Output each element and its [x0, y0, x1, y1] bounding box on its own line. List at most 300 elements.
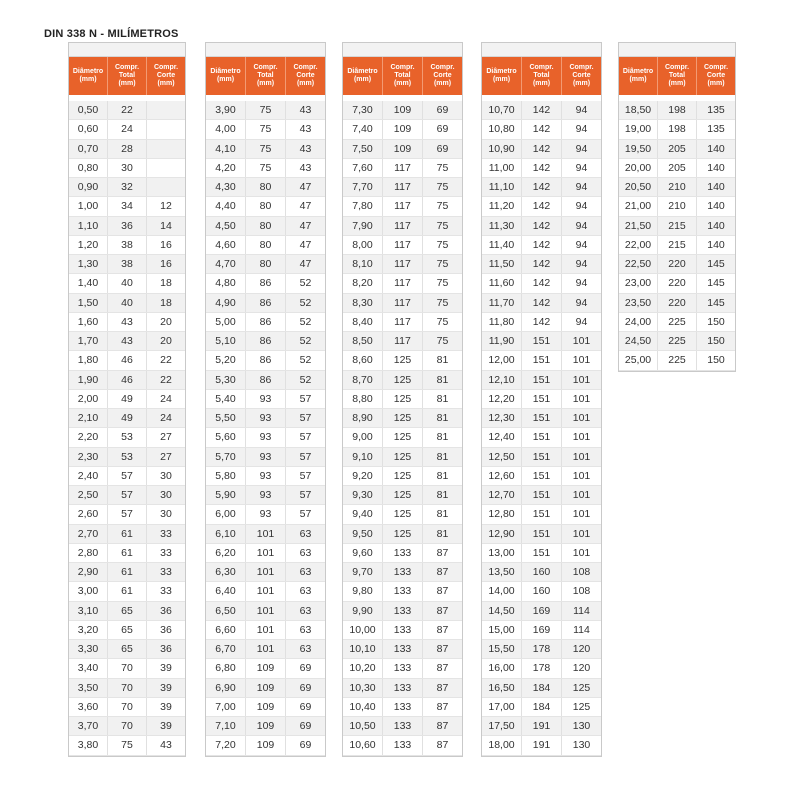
cell-total-length: 142 [522, 313, 562, 331]
header-cut-length: Compr. Corte (mm) [293, 64, 318, 87]
table-row [343, 698, 462, 717]
cell-total-length: 160 [522, 582, 562, 600]
table-row [69, 505, 185, 524]
cell-total-length: 75 [108, 736, 147, 754]
cell-cut-length: 63 [299, 604, 312, 617]
table-row [69, 467, 185, 486]
table-row [206, 621, 325, 640]
table-row [206, 736, 325, 755]
cell-total-length: 169 [522, 621, 562, 639]
table-row [206, 582, 325, 601]
table-row [69, 313, 185, 332]
cell-total-length: 133 [383, 640, 423, 658]
table-row [206, 602, 325, 621]
cell-cut-length: 20 [160, 315, 172, 328]
cell-cut-length: 81 [436, 412, 449, 425]
cell-cut-length: 81 [436, 450, 449, 463]
header-total-length: Compr. Total (mm) [383, 57, 423, 95]
table-row [69, 390, 185, 409]
cell-cut-length: 87 [436, 643, 449, 656]
cell-diameter: 5,20 [206, 351, 246, 369]
cell-cut-length: 145 [707, 277, 725, 290]
table-row [619, 294, 735, 313]
cell-diameter: 11,20 [482, 197, 522, 215]
cell-cut-length: 87 [436, 739, 449, 752]
table-row [482, 178, 601, 197]
cell-total-length: 142 [522, 140, 562, 158]
cell-cut-length: 36 [160, 643, 172, 656]
cell-cut-length: 101 [572, 373, 591, 386]
cell-cut-length: 140 [707, 142, 725, 155]
cell-cut-length: 130 [572, 720, 591, 733]
cell-diameter: 8,40 [343, 313, 383, 331]
cell-diameter: 1,00 [69, 197, 108, 215]
table-row [206, 486, 325, 505]
cell-diameter: 4,50 [206, 217, 246, 235]
cell-total-length: 109 [246, 736, 286, 754]
cell-cut-length: 87 [436, 681, 449, 694]
cell-cut-length: 135 [707, 123, 725, 136]
cell-total-length: 184 [522, 679, 562, 697]
cell-total-length: 151 [522, 544, 562, 562]
cell-cut-length: 81 [436, 354, 449, 367]
cell-cut-length: 108 [572, 566, 591, 579]
cell-cut-length: 101 [572, 546, 591, 559]
cell-cut-length: 145 [707, 296, 725, 309]
cell-cut-length: 69 [436, 142, 449, 155]
cell-diameter: 1,70 [69, 332, 108, 350]
cell-diameter: 11,10 [482, 178, 522, 196]
cell-diameter: 10,10 [343, 640, 383, 658]
cell-cut-length: 24 [160, 392, 172, 405]
cell-cut-length: 125 [572, 681, 591, 694]
cell-diameter: 11,80 [482, 313, 522, 331]
cell-diameter: 9,70 [343, 563, 383, 581]
cell-total-length: 109 [246, 659, 286, 677]
cell-diameter: 7,90 [343, 217, 383, 235]
cell-total-length: 53 [108, 428, 147, 446]
table-row [482, 159, 601, 178]
table-row [206, 390, 325, 409]
cell-total-length: 80 [246, 178, 286, 196]
table-row [343, 467, 462, 486]
table-row [206, 505, 325, 524]
table-row [482, 371, 601, 390]
cell-cut-length: 94 [575, 104, 588, 117]
table-row [69, 544, 185, 563]
cell-total-length: 142 [522, 274, 562, 292]
cell-cut-length: 81 [436, 489, 449, 502]
table-row [206, 525, 325, 544]
cell-cut-length: 140 [707, 238, 725, 251]
cell-diameter: 6,30 [206, 563, 246, 581]
cell-cut-length: 140 [707, 181, 725, 194]
cell-total-length: 117 [383, 274, 423, 292]
cell-diameter: 5,50 [206, 409, 246, 427]
cell-diameter: 18,00 [482, 736, 522, 754]
cell-cut-length: 101 [572, 392, 591, 405]
cell-cut-length: 75 [436, 335, 449, 348]
cell-total-length: 178 [522, 640, 562, 658]
cell-total-length: 142 [522, 255, 562, 273]
table-row [206, 659, 325, 678]
cell-diameter: 8,20 [343, 274, 383, 292]
table-row [343, 659, 462, 678]
cell-total-length: 93 [246, 467, 286, 485]
cell-diameter: 1,90 [69, 371, 108, 389]
cell-total-length: 101 [246, 640, 286, 658]
table-row [69, 409, 185, 428]
table-row [206, 544, 325, 563]
table-row [206, 640, 325, 659]
cell-diameter: 9,30 [343, 486, 383, 504]
cell-total-length: 117 [383, 313, 423, 331]
cell-diameter: 20,00 [619, 159, 658, 177]
cell-diameter: 4,20 [206, 159, 246, 177]
table-row [69, 351, 185, 370]
cell-total-length: 53 [108, 448, 147, 466]
cell-cut-length: 33 [160, 566, 172, 579]
cell-cut-length: 101 [572, 489, 591, 502]
cell-total-length: 49 [108, 390, 147, 408]
table-row [69, 640, 185, 659]
cell-total-length: 151 [522, 409, 562, 427]
cell-total-length: 151 [522, 467, 562, 485]
cell-diameter: 14,50 [482, 602, 522, 620]
cell-total-length: 93 [246, 448, 286, 466]
cell-total-length: 109 [246, 679, 286, 697]
table-row [343, 409, 462, 428]
cell-diameter: 13,50 [482, 563, 522, 581]
cell-diameter: 11,70 [482, 294, 522, 312]
cell-diameter: 25,00 [619, 351, 658, 369]
table-row [343, 140, 462, 159]
cell-cut-length: 75 [436, 296, 449, 309]
header-cut-length: Compr. Corte (mm) [153, 64, 179, 87]
cell-total-length: 86 [246, 332, 286, 350]
cell-diameter: 12,90 [482, 525, 522, 543]
cell-cut-length: 101 [572, 431, 591, 444]
table-row [343, 736, 462, 755]
table-row [343, 602, 462, 621]
table-row [482, 409, 601, 428]
cell-diameter: 10,90 [482, 140, 522, 158]
cell-cut-length: 22 [160, 354, 172, 367]
cell-diameter: 7,70 [343, 178, 383, 196]
cell-cut-length: 120 [572, 643, 591, 656]
cell-diameter: 4,10 [206, 140, 246, 158]
cell-diameter: 22,00 [619, 236, 658, 254]
cell-total-length: 210 [658, 197, 697, 215]
table-row [482, 428, 601, 447]
cell-total-length: 151 [522, 332, 562, 350]
table-row [69, 255, 185, 274]
cell-diameter: 9,10 [343, 448, 383, 466]
cell-total-length: 125 [383, 371, 423, 389]
cell-cut-length: 57 [299, 489, 312, 502]
cell-cut-length: 39 [160, 681, 172, 694]
cell-total-length: 142 [522, 120, 562, 138]
table-row [482, 467, 601, 486]
table-row [206, 197, 325, 216]
cell-diameter: 6,60 [206, 621, 246, 639]
cell-total-length: 133 [383, 717, 423, 735]
cell-cut-length: 30 [160, 508, 172, 521]
cell-cut-length: 24 [160, 412, 172, 425]
cell-diameter: 12,50 [482, 448, 522, 466]
cell-diameter: 24,00 [619, 313, 658, 331]
cell-cut-length: 57 [299, 412, 312, 425]
table-row [482, 236, 601, 255]
cell-diameter: 17,00 [482, 698, 522, 716]
table-header [619, 57, 735, 95]
cell-cut-length: 94 [575, 315, 588, 328]
table-row [343, 717, 462, 736]
cell-total-length: 133 [383, 582, 423, 600]
cell-cut-length: 22 [160, 373, 172, 386]
table-block-5 [618, 42, 736, 372]
table-row [69, 736, 185, 755]
table-row [343, 197, 462, 216]
cell-diameter: 2,50 [69, 486, 108, 504]
cell-cut-length: 94 [575, 258, 588, 271]
cell-diameter: 16,00 [482, 659, 522, 677]
table-row [69, 332, 185, 351]
cell-total-length: 109 [246, 698, 286, 716]
cell-total-length: 101 [246, 582, 286, 600]
table-row [343, 101, 462, 120]
cell-cut-length: 47 [299, 238, 312, 251]
table-top-bar [343, 43, 462, 57]
table-top-bar [619, 43, 735, 57]
table-row [619, 178, 735, 197]
cell-total-length: 142 [522, 101, 562, 119]
cell-cut-length: 114 [573, 604, 590, 617]
cell-cut-length: 36 [160, 604, 172, 617]
cell-total-length: 86 [246, 371, 286, 389]
cell-total-length: 28 [108, 140, 147, 158]
cell-total-length: 46 [108, 351, 147, 369]
table-row [619, 140, 735, 159]
cell-cut-length: 101 [572, 335, 591, 348]
table-row [69, 659, 185, 678]
cell-cut-length: 135 [707, 104, 725, 117]
table-row [206, 563, 325, 582]
cell-total-length: 133 [383, 698, 423, 716]
cell-diameter: 24,50 [619, 332, 658, 350]
cell-total-length: 133 [383, 736, 423, 754]
cell-total-length: 40 [108, 294, 147, 312]
cell-total-length: 151 [522, 505, 562, 523]
cell-cut-length: 52 [299, 354, 312, 367]
cell-total-length: 24 [108, 120, 147, 138]
cell-total-length: 169 [522, 602, 562, 620]
table-row [482, 140, 601, 159]
cell-cut-length: 52 [299, 296, 312, 309]
table-row [206, 236, 325, 255]
cell-cut-length: 57 [299, 450, 312, 463]
cell-total-length: 125 [383, 467, 423, 485]
cell-cut-length: 69 [299, 662, 312, 675]
table-top-bar [69, 43, 185, 57]
cell-diameter: 3,80 [69, 736, 108, 754]
cell-diameter: 9,40 [343, 505, 383, 523]
cell-cut-length: 114 [573, 623, 590, 636]
cell-diameter: 18,50 [619, 101, 658, 119]
table-row [69, 197, 185, 216]
cell-total-length: 93 [246, 390, 286, 408]
cell-cut-length: 63 [299, 546, 312, 559]
table-top-bar [206, 43, 325, 57]
table-row [482, 390, 601, 409]
table-row [69, 140, 185, 159]
table-row [482, 563, 601, 582]
cell-total-length: 93 [246, 505, 286, 523]
cell-diameter: 4,80 [206, 274, 246, 292]
cell-total-length: 65 [108, 621, 147, 639]
table-row [206, 178, 325, 197]
table-row [619, 197, 735, 216]
cell-total-length: 151 [522, 448, 562, 466]
cell-cut-length: 63 [299, 585, 312, 598]
cell-total-length: 86 [246, 274, 286, 292]
cell-diameter: 11,60 [482, 274, 522, 292]
table-row [343, 332, 462, 351]
cell-total-length: 30 [108, 159, 147, 177]
table-row [206, 409, 325, 428]
table-row [206, 467, 325, 486]
header-diameter: Diâmetro (mm) [69, 57, 108, 95]
cell-cut-length: 150 [707, 335, 725, 348]
cell-total-length: 57 [108, 505, 147, 523]
cell-diameter: 7,00 [206, 698, 246, 716]
table-row [482, 525, 601, 544]
header-cut-length: Compr. Corte (mm) [569, 64, 594, 87]
cell-total-length: 75 [246, 120, 286, 138]
table-row [206, 698, 325, 717]
cell-diameter: 19,50 [619, 140, 658, 158]
cell-diameter: 12,60 [482, 467, 522, 485]
cell-diameter: 10,40 [343, 698, 383, 716]
table-header [482, 57, 601, 95]
cell-cut-length: 63 [299, 623, 312, 636]
cell-cut-length: 94 [575, 296, 588, 309]
cell-total-length: 151 [522, 351, 562, 369]
cell-total-length: 220 [658, 294, 697, 312]
table-row [343, 351, 462, 370]
cell-total-length: 70 [108, 659, 147, 677]
cell-diameter: 3,30 [69, 640, 108, 658]
cell-cut-length: 39 [160, 662, 172, 675]
table-row [343, 120, 462, 139]
cell-cut-length: 81 [436, 373, 449, 386]
cell-total-length: 220 [658, 255, 697, 273]
cell-diameter: 2,70 [69, 525, 108, 543]
table-row [69, 698, 185, 717]
cell-total-length: 93 [246, 486, 286, 504]
table-row [206, 717, 325, 736]
cell-diameter: 4,30 [206, 178, 246, 196]
table-row [343, 294, 462, 313]
cell-diameter: 2,00 [69, 390, 108, 408]
cell-total-length: 43 [108, 332, 147, 350]
header-cut-length: Compr. Corte (mm) [430, 64, 455, 87]
cell-cut-length: 87 [436, 662, 449, 675]
cell-cut-length: 101 [572, 527, 591, 540]
cell-cut-length: 14 [160, 219, 172, 232]
cell-diameter: 5,40 [206, 390, 246, 408]
cell-cut-length: 94 [575, 200, 588, 213]
cell-total-length: 220 [658, 274, 697, 292]
cell-cut-length: 36 [160, 623, 172, 636]
header-total-length: Compr. Total (mm) [658, 57, 697, 95]
cell-diameter: 5,90 [206, 486, 246, 504]
cell-cut-length: 75 [436, 181, 449, 194]
cell-total-length: 109 [383, 120, 423, 138]
cell-cut-length [147, 140, 185, 158]
table-row [482, 120, 601, 139]
table-row [619, 351, 735, 370]
page-title: DIN 338 N - MILÍMETROS [44, 28, 179, 40]
cell-cut-length: 63 [299, 566, 312, 579]
table-row [619, 274, 735, 293]
table-row [206, 140, 325, 159]
cell-cut-length: 52 [299, 335, 312, 348]
table-row [69, 101, 185, 120]
cell-total-length: 86 [246, 313, 286, 331]
header-total-length: Compr. Total (mm) [108, 57, 147, 95]
cell-diameter: 11,30 [482, 217, 522, 235]
cell-diameter: 10,30 [343, 679, 383, 697]
cell-diameter: 10,50 [343, 717, 383, 735]
cell-total-length: 225 [658, 351, 697, 369]
cell-diameter: 17,50 [482, 717, 522, 735]
cell-diameter: 23,50 [619, 294, 658, 312]
cell-total-length: 22 [108, 101, 147, 119]
cell-total-length: 151 [522, 371, 562, 389]
cell-cut-length [147, 159, 185, 177]
cell-cut-length: 69 [436, 104, 449, 117]
table-row [482, 274, 601, 293]
cell-total-length: 117 [383, 332, 423, 350]
cell-total-length: 101 [246, 602, 286, 620]
cell-diameter: 3,10 [69, 602, 108, 620]
table-row [482, 351, 601, 370]
cell-total-length: 142 [522, 294, 562, 312]
cell-cut-length: 27 [160, 450, 172, 463]
cell-cut-length: 81 [436, 431, 449, 444]
cell-diameter: 2,90 [69, 563, 108, 581]
cell-diameter: 1,30 [69, 255, 108, 273]
cell-total-length: 49 [108, 409, 147, 427]
cell-total-length: 191 [522, 736, 562, 754]
cell-total-length: 46 [108, 371, 147, 389]
cell-total-length: 61 [108, 525, 147, 543]
cell-total-length: 61 [108, 563, 147, 581]
cell-cut-length [147, 178, 185, 196]
cell-cut-length: 94 [575, 181, 588, 194]
cell-diameter: 4,00 [206, 120, 246, 138]
cell-diameter: 5,30 [206, 371, 246, 389]
cell-cut-length: 101 [572, 354, 591, 367]
cell-diameter: 10,60 [343, 736, 383, 754]
header-diameter: Diâmetro (mm) [619, 57, 658, 95]
cell-cut-length: 81 [436, 527, 449, 540]
cell-cut-length: 33 [160, 527, 172, 540]
cell-total-length: 117 [383, 294, 423, 312]
cell-cut-length: 43 [299, 161, 312, 174]
cell-cut-length: 75 [436, 258, 449, 271]
